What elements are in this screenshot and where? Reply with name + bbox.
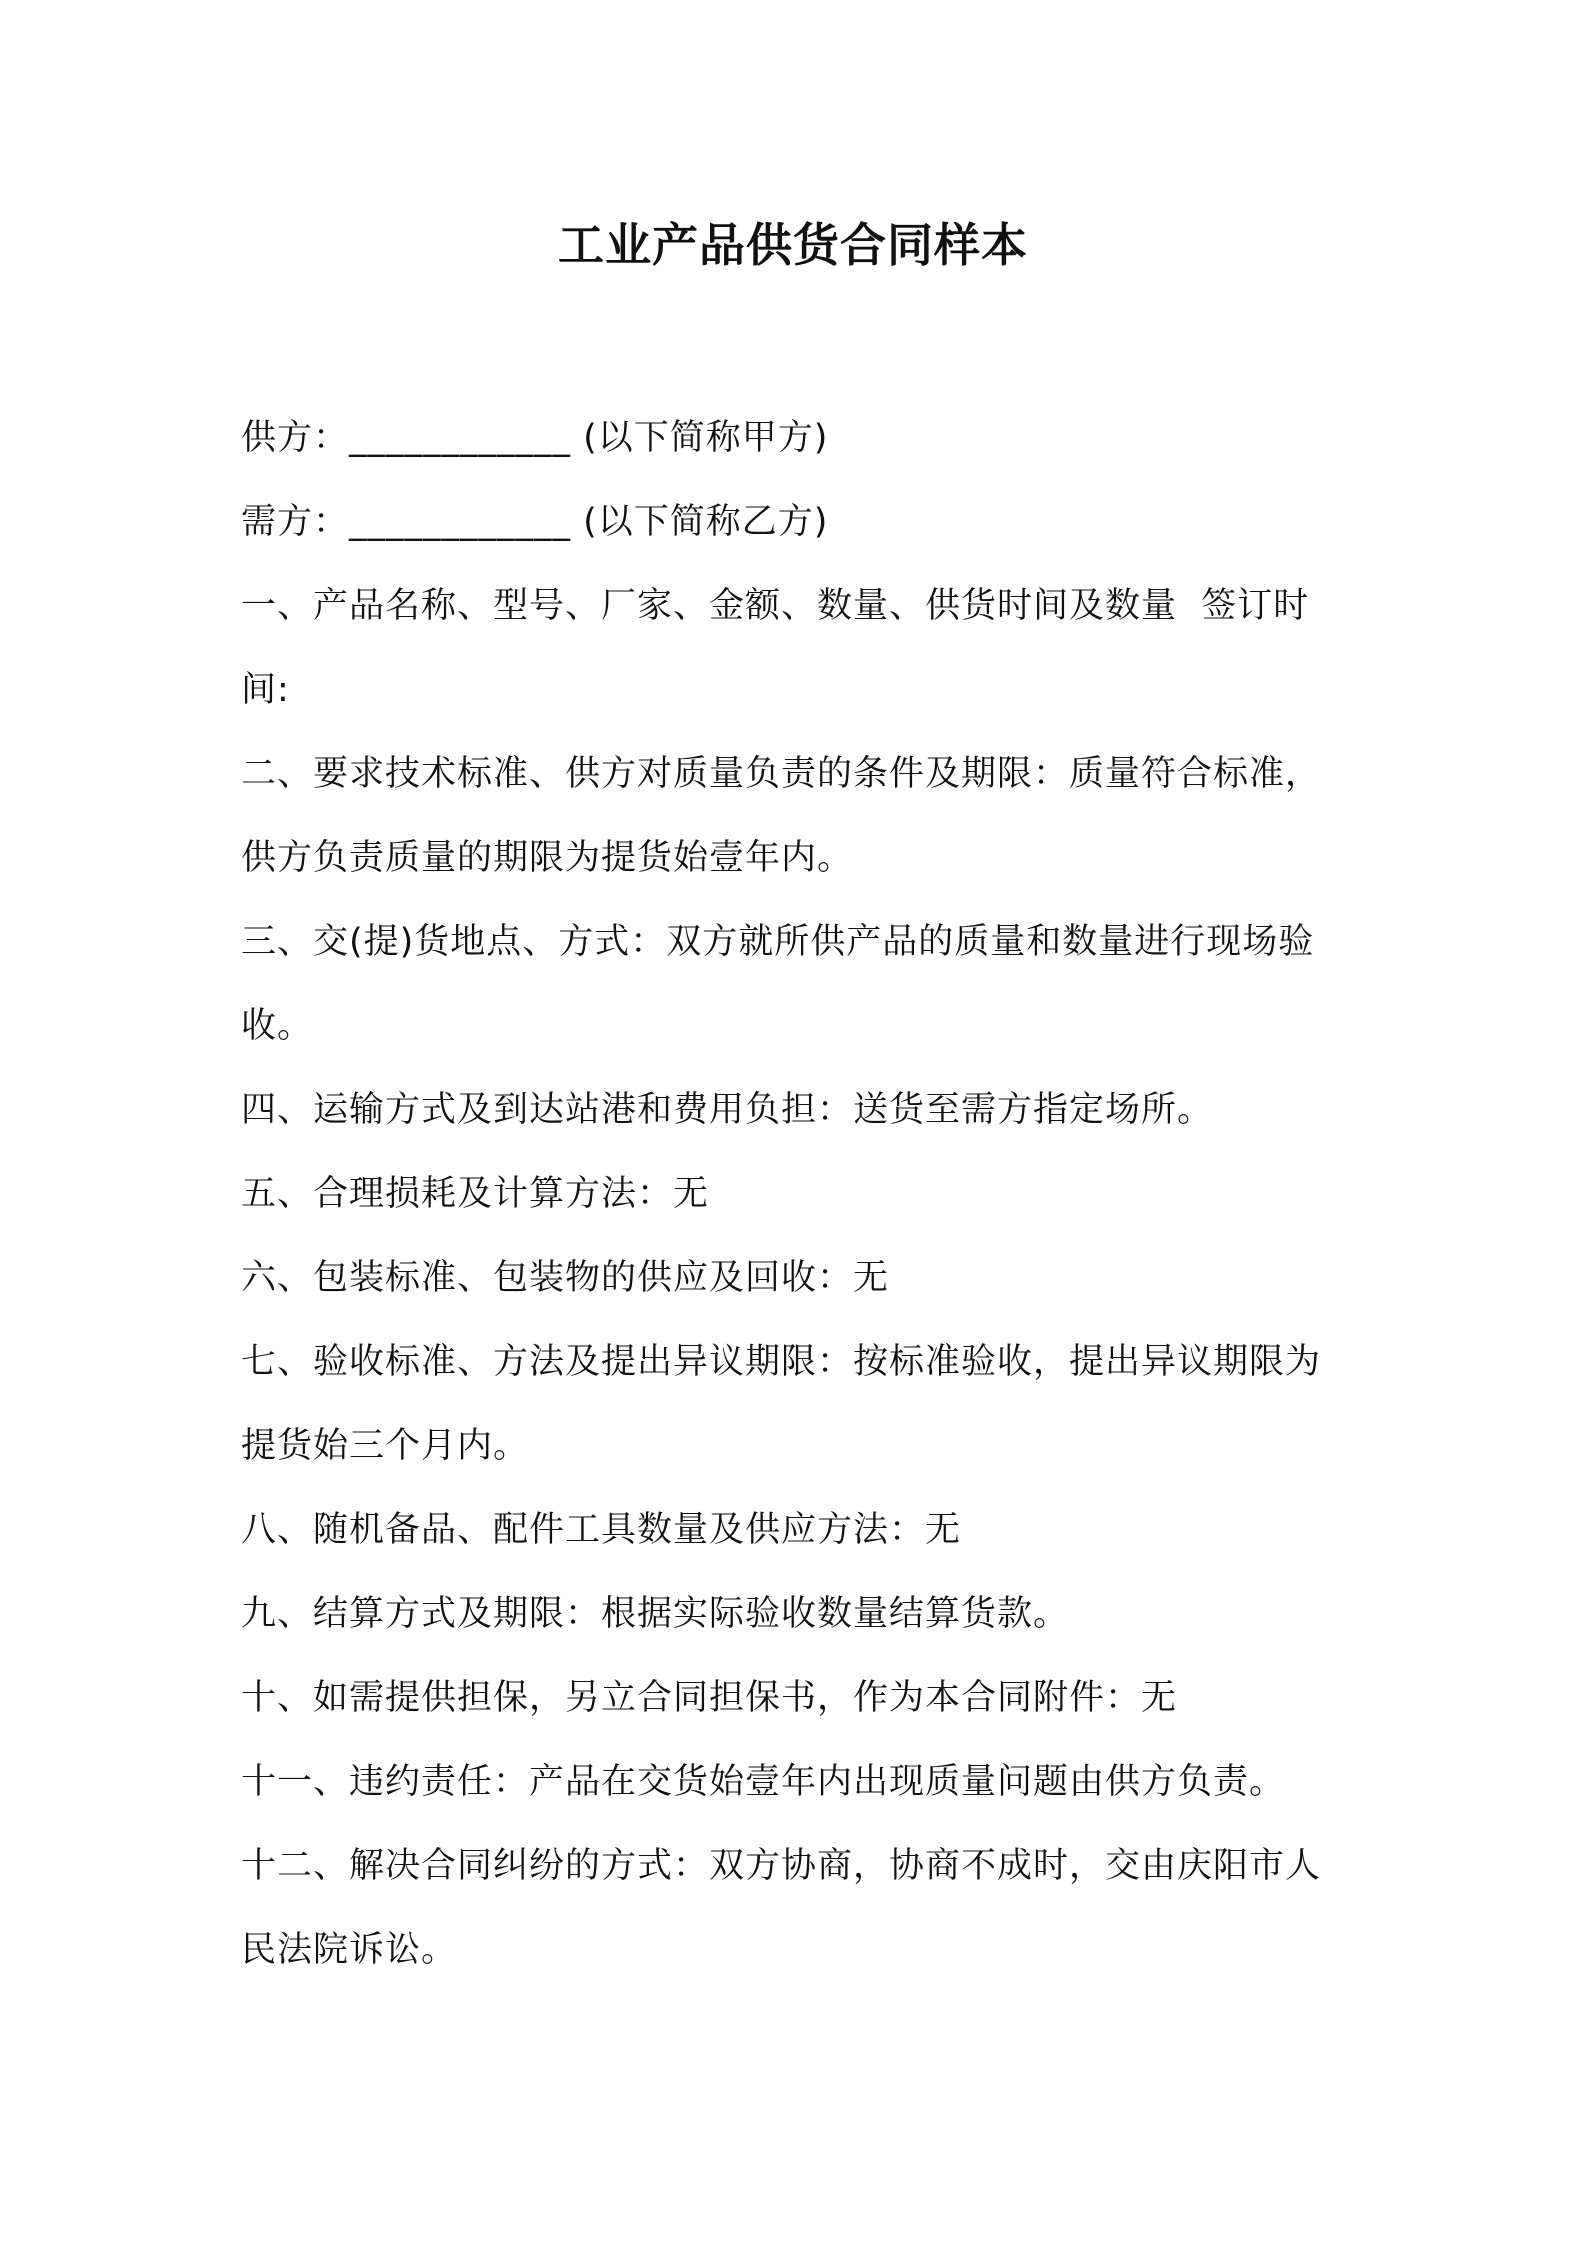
clause-11-line: 十一、违约责任：产品在交货始壹年内出现质量问题由供方负责。: [241, 1762, 1286, 1802]
clause-8-line: 八、随机备品、配件工具数量及供应方法：无: [241, 1510, 962, 1550]
clause-12-line-1: 十二、解决合同纠纷的方式：双方协商，协商不成时，交由庆阳市人: [241, 1846, 1322, 1886]
document-title: 工业产品供货合同样本: [558, 218, 1028, 272]
clause-1-line-2: 间:: [241, 670, 290, 710]
clause-6-line: 六、包装标准、包装物的供应及回收：无: [241, 1258, 890, 1298]
clause-10-line: 十、如需提供担保，另立合同担保书，作为本合同附件：无: [241, 1678, 1178, 1718]
clause-1-line-1: 一、产品名称、型号、厂家、金额、数量、供货时间及数量 签订时: [241, 586, 1310, 626]
clause-7-line-2: 提货始三个月内。: [241, 1426, 530, 1466]
clause-2-line-2: 供方负责质量的期限为提货始壹年内。: [241, 838, 854, 878]
contract-body: [241, 396, 1361, 1992]
clause-3-line-2: 收。: [241, 1006, 314, 1046]
supplier-line: 供方：____________ (以下简称甲方): [241, 418, 829, 458]
clause-2-line-1: 二、要求技术标准、供方对质量负责的条件及期限：质量符合标准，: [241, 754, 1322, 794]
clause-7-line-1: 七、验收标准、方法及提出异议期限：按标准验收，提出异议期限为: [241, 1342, 1322, 1382]
clause-9-line: 九、结算方式及期限：根据实际验收数量结算货款。: [241, 1594, 1070, 1634]
clause-4-line: 四、运输方式及到达站港和费用负担：送货至需方指定场所。: [241, 1090, 1214, 1130]
buyer-line: 需方：____________ (以下简称乙方): [241, 502, 829, 542]
clause-5-line: 五、合理损耗及计算方法：无: [241, 1174, 710, 1214]
clause-12-line-2: 民法院诉讼。: [241, 1930, 458, 1970]
clause-3-line-1: 三、交(提)货地点、方式：双方就所供产品的质量和数量进行现场验: [241, 922, 1315, 962]
